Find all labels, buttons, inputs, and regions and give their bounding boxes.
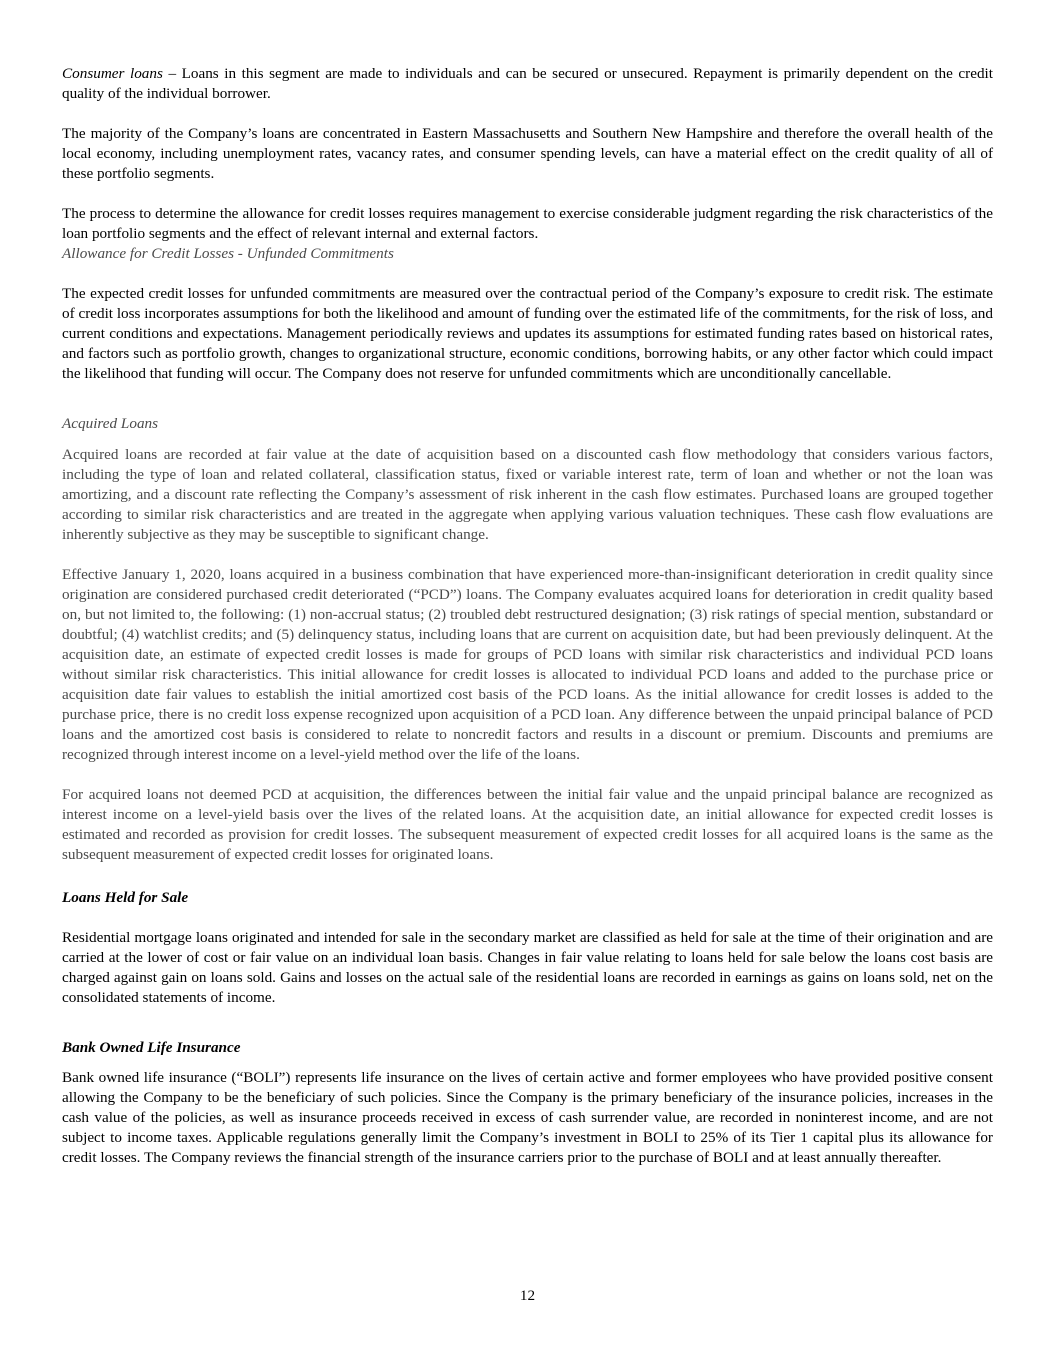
consumer-loans-text: – Loans in this segment are made to individuals and can be secured or unsecured. Repayment is primarily dependent on the credit quality of the individual borrower. xyxy=(62,65,993,102)
loans-held-for-sale-paragraph: Residential mortgage loans originated and intended for sale in the secondary market are classified as held for sale at the time of their origination and are carried at the lower of cost or fair value on an individual loan basis. Changes in fair value relating to loans held for sale below the loans cost basis are charged against gain on loans sold. Gains and losses on the actual sale of the residential loans are recorded in earnings as gains on loans sold, net on the consolidated statements of income. xyxy=(62,929,993,1006)
acquired-loans-paragraph-3: For acquired loans not deemed PCD at acquisition, the differences between the initial fair value and the unpaid principal balance are recognized as interest income on a level-yield basis over the lives of the related loans. At the acquisition date, an initial allowance for expected credit losses is estimated and recorded as provision for credit losses. The subsequent measurement of expected credit losses for all acquired loans is the same as the subsequent measurement of expected credit losses for originated loans. xyxy=(62,786,993,863)
boli-heading: Bank Owned Life Insurance xyxy=(62,1039,241,1056)
acquired-loans-paragraph-2: Effective January 1, 2020, loans acquired in a business combination that have experienced more-than-insignificant deterioration in credit quality since origination are considered purchased credit deteriorated (“PCD”) loans. The Company evaluates acquired loans for deterioration in credit quality based on, but not limited to, the following: (1) non-accrual status; (2) troubled debt restructured designation; (3) risk ratings of special mention, substandard or doubtful; (4) watchlist credits; and (5) delinquency status, including loans that are current on acquisition date, but had been previously delinquent. At the acquisition date, an estimate of expected credit losses is made for groups of PCD loans with similar risk characteristics and individual PCD loans without similar risk characteristics. This initial allowance for credit losses is allocated to individual PCD loans and added to the purchase price or acquisition date fair values to establish the initial amortized cost basis of the PCD loans. As the initial allowance for credit losses is added to the purchase price, there is no credit loss expense recognized upon acquisition of a PCD loan. Any difference between the unpaid principal balance of PCD loans and the amortized cost basis is considered to relate to noncredit factors and results in a discount or premium. Discounts and premiums are recognized through interest income on a level-yield method over the life of the loans. xyxy=(62,566,993,763)
document-page xyxy=(62,64,993,1168)
consumer-loans-label: Consumer loans xyxy=(62,65,163,82)
unfunded-commitments-heading: Allowance for Credit Losses - Unfunded Commitments xyxy=(62,245,394,262)
unfunded-commitments-paragraph: The expected credit losses for unfunded commitments are measured over the contractual period of the Company’s exposure to credit risk. The estimate of credit loss incorporates assumptions for both the likelihood and amount of funding over the estimated life of the commitments, for the risk of loss, and current conditions and expectations. Management periodically reviews and updates its assumptions for estimated funding rates based on historical rates, and factors such as portfolio growth, changes to organizational structure, economic conditions, borrowing habits, or any other factor which could impact the likelihood that funding will occur. The Company does not reserve for unfunded commitments which are unconditionally cancellable. xyxy=(62,285,993,382)
loans-held-for-sale-heading: Loans Held for Sale xyxy=(62,889,189,906)
acquired-loans-heading: Acquired Loans xyxy=(62,415,159,432)
acquired-loans-paragraph-1: Acquired loans are recorded at fair value at the date of acquisition based on a discounted cash flow methodology that considers various factors, including the type of loan and related collateral, classification status, fixed or variable interest rate, term of loan and whether or not the loan was amortizing, and a discount rate reflecting the Company’s assessment of risk inherent in the cash flow estimates. Purchased loans are grouped together according to similar risk characteristics and are treated in the aggregate when applying various valuation techniques. These cash flow evaluations are inherently subjective as they may be susceptible to significant change. xyxy=(62,446,993,543)
process-paragraph: The process to determine the allowance for credit losses requires management to exercise considerable judgment regarding the risk characteristics of the loan portfolio segments and the effect of relevant internal and external factors. xyxy=(62,205,993,242)
page-number: 12 xyxy=(519,1287,536,1304)
concentration-paragraph: The majority of the Company’s loans are concentrated in Eastern Massachusetts and Southern New Hampshire and therefore the overall health of the local economy, including unemployment rates, vacancy rates, and consumer spending levels, can have a material effect on the credit quality of all of these portfolio segments. xyxy=(62,125,993,182)
boli-paragraph: Bank owned life insurance (“BOLI”) represents life insurance on the lives of certain active and former employees who have provided positive consent allowing the Company to be the beneficiary of such policies. Since the Company is the primary beneficiary of the insurance policies, increases in the cash value of the policies, as well as insurance proceeds received in excess of cash surrender value, are recorded in noninterest income, and are not subject to income taxes. Applicable regulations generally limit the Company’s investment in BOLI to 25% of its Tier 1 capital plus its allowance for credit losses. The Company reviews the financial strength of the insurance carriers prior to the purchase of BOLI and at least annually thereafter. xyxy=(62,1069,993,1166)
consumer-loans-paragraph xyxy=(62,64,993,104)
